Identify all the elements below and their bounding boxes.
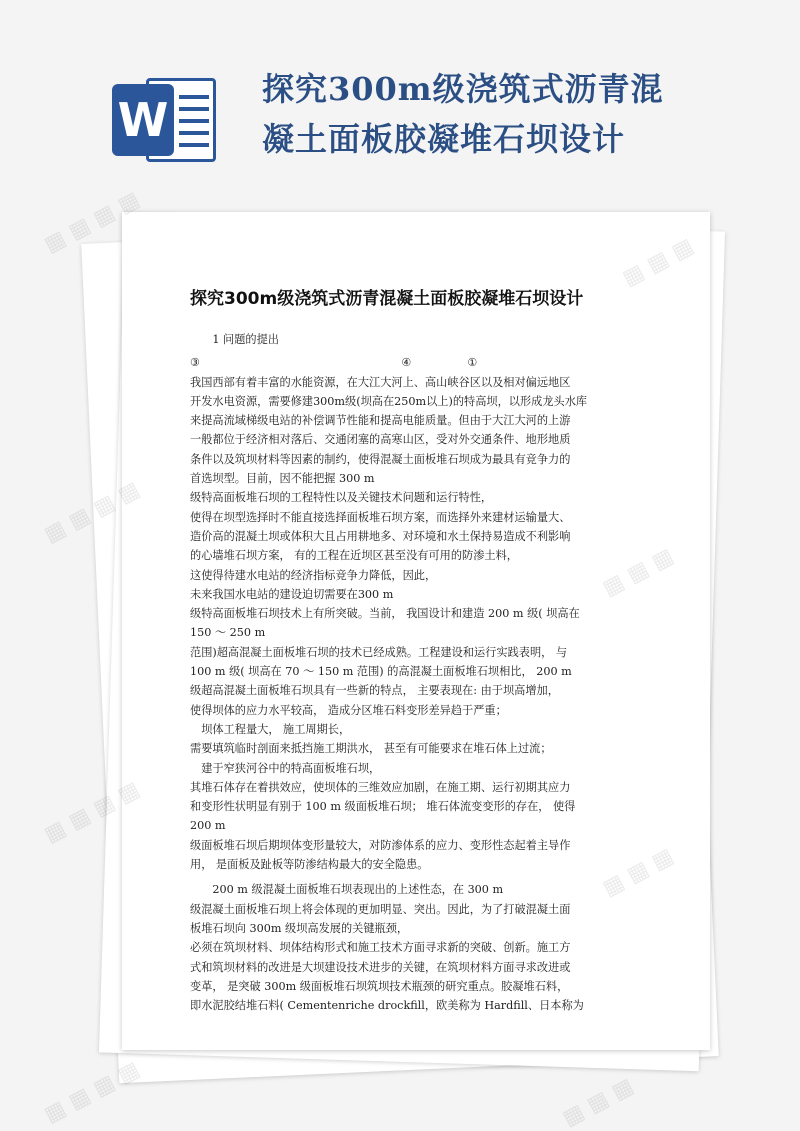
header xyxy=(0,0,800,200)
document-title: 探究300m级浇筑式沥青混凝土面板胶凝堆石坝设计 xyxy=(190,289,584,309)
document-line: 坝体工程量大， 施工周期长， xyxy=(190,722,351,736)
page-line xyxy=(179,95,209,99)
header-title-line2: 凝土面板胶凝堆石坝设计 xyxy=(262,120,626,158)
document-line: 和变形性状明显有别于 100 m 级面板堆石坝； 堆石体流变变形的存在， 使得 xyxy=(190,800,576,814)
page-line xyxy=(179,131,209,135)
document-line: 首选坝型。目前，因不能把握 300 m xyxy=(190,472,375,486)
document-line: 必须在筑坝材料、坝体结构形式和施工技术方面寻求新的突破、创新。施工方 xyxy=(190,941,571,955)
document-line: 100 m 级( 坝高在 70 ～ 150 m 范围) 的高混凝土面板堆石坝相比， 200 m xyxy=(190,665,572,679)
document-line: 开发水电资源，需要修建300m级(坝高在250m以上)的特高坝，以形成龙头水库 xyxy=(190,394,588,408)
document-line: 200 m 级混凝土面板堆石坝表现出的上述性态，在 300 m xyxy=(190,883,504,897)
page-line xyxy=(179,143,209,147)
watermark: ▦ ▦ ▦ ▦ xyxy=(40,1057,144,1128)
document-line: 范围)超高混凝土面板堆石坝的技术已经成熟。工程建设和运行实践表明， 与 xyxy=(190,645,568,659)
document-line: ③ ④ ① xyxy=(190,356,478,370)
page-line xyxy=(179,119,209,123)
document-line: 造价高的混凝土坝或体积大且占用耕地多、对环境和水土保持易造成不利影响 xyxy=(190,529,571,543)
watermark: ▦ ▦ ▦ xyxy=(558,1073,638,1131)
document-line: 其堆石体存在着拱效应，使坝体的三维效应加剧，在施工期、运行初期其应力 xyxy=(190,780,571,794)
document-line: 级面板堆石坝后期坝体变形量较大，对防渗体系的应力、变形性态起着主导作 xyxy=(190,838,571,852)
document-body xyxy=(190,330,640,1015)
header-title-line1: 探究300m级浇筑式沥青混 xyxy=(262,70,664,108)
document-line: 级特高面板堆石坝的工程特性以及关键技术问题和运行特性， xyxy=(190,491,493,505)
document-line: 级特高面板堆石坝技术上有所突破。当前， 我国设计和建造 200 m 级( 坝高在 xyxy=(190,607,580,621)
document-line: 即水泥胶结堆石料( Cementenriche drockfill，欧美称为 Hardfill、日本称为 xyxy=(190,999,584,1013)
document-line: 建于窄狭河谷中的特高面板堆石坝， xyxy=(190,761,381,775)
document-line: 用， 是面板及趾板等防渗结构最大的安全隐患。 xyxy=(190,858,429,872)
document-line: 200 m xyxy=(190,819,226,833)
document-line: 一般都位于经济相对落后、交通闭塞的高寒山区，受对外交通条件、地形地质 xyxy=(190,433,571,447)
document-line: 条件以及筑坝材料等因素的制约，使得混凝土面板堆石坝成为最具有竞争力的 xyxy=(190,452,571,466)
header-title xyxy=(262,64,722,164)
word-document-icon xyxy=(112,74,220,166)
word-logo-letter: W xyxy=(112,84,174,156)
watermark: ▦ ▦ ▦ ▦ xyxy=(40,187,144,258)
document-line: 使得坝体的应力水平较高， 造成分区堆石料变形差异趋于严重； xyxy=(190,703,507,717)
document-line: 150 ～ 250 m xyxy=(190,626,266,640)
document-line: 级超高混凝土面板堆石坝具有一些新的特点， 主要表现在: 由于坝高增加， xyxy=(190,684,559,698)
document-line: 我国西部有着丰富的水能资源，在大江大河上、高山峡谷区以及相对偏远地区 xyxy=(190,375,571,389)
watermark: ▦ ▦ ▦ ▦ xyxy=(40,777,144,848)
document-line: 的心墙堆石坝方案， 有的工程在近坝区甚至没有可用的防渗土料， xyxy=(190,549,518,563)
document-line: 使得在坝型选择时不能直接选择面板堆石坝方案，而选择外来建材运输量大、 xyxy=(190,510,571,524)
document-line: 级混凝土面板堆石坝上将会体现的更加明显、突出。因此，为了打破混凝土面 xyxy=(190,902,571,916)
document-line: 需要填筑临时剖面来抵挡施工期洪水， 甚至有可能要求在堆石体上过流； xyxy=(190,742,552,756)
document-line: 未来我国水电站的建设迫切需要在300 m xyxy=(190,587,394,601)
document-line: 式和筑坝材料的改进是大坝建设技术进步的关键，在筑坝材料方面寻求改进或 xyxy=(190,960,571,974)
document-line: 板堆石坝向 300m 级坝高发展的关键瓶颈， xyxy=(190,921,409,935)
document-line: 1 问题的提出 xyxy=(190,333,279,346)
document-line: 变革， 是突破 300m 级面板堆石坝筑坝技术瓶颈的研究重点。胶凝堆石料， xyxy=(190,979,569,993)
watermark: ▦ ▦ ▦ ▦ xyxy=(40,477,144,548)
page-line xyxy=(179,107,209,111)
document-line: 来提高流域梯级电站的补偿调节性能和提高电能质量。但由于大江大河的上游 xyxy=(190,414,571,428)
document-line: 这使得待建水电站的经济指标竞争力降低，因此， xyxy=(190,568,437,582)
